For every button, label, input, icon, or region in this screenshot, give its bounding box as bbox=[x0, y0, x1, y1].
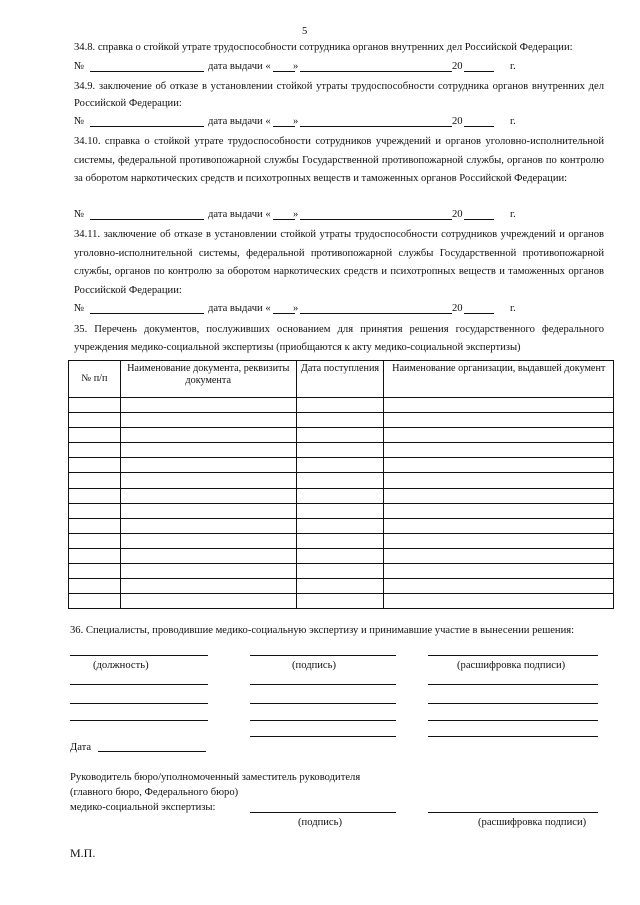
signature-field[interactable] bbox=[250, 720, 396, 721]
table-cell-number[interactable] bbox=[69, 503, 121, 518]
table-cell-date[interactable] bbox=[296, 473, 384, 488]
table-body bbox=[69, 398, 614, 609]
year-field[interactable] bbox=[464, 219, 494, 220]
table-cell-date[interactable] bbox=[296, 518, 384, 533]
number-label: № bbox=[74, 209, 85, 220]
table-row bbox=[69, 594, 614, 609]
table-cell-organization[interactable] bbox=[384, 518, 614, 533]
table-cell-document[interactable] bbox=[120, 473, 296, 488]
item-34-11-text: 34.11. заключение об отказе в установлении стойкой утраты трудоспособности сотрудников учреждений и органов уголовно-исполнительной системы, федеральной противопожарной службы Государственной противопожарной службы, органов по контролю за оборотом наркотических средств и психотропных веществ и таможенных органов Российской Федерации: bbox=[74, 229, 604, 296]
head-decoding-field[interactable] bbox=[428, 812, 598, 813]
table-cell-organization[interactable] bbox=[384, 579, 614, 594]
section-35-text: 35. Перечень документов, послуживших основанием для принятия решения государственного федерального учреждения медико-социальной экспертизы (приобщаются к акту медико-социальной экспертизы) bbox=[74, 324, 604, 353]
date-label: дата выдачи « bbox=[208, 61, 271, 72]
day-field[interactable] bbox=[273, 71, 295, 72]
table-cell-number[interactable] bbox=[69, 594, 121, 609]
item-34-10-text: 34.10. справка о стойкой утрате трудоспособности сотрудников учреждений и органов уголовно-исполнительной системы, федеральной противопожарной службы Государственной противопожарной службы, органов по контролю за оборотом наркотических средств и психотропных веществ и таможенных органов Российской Федерации: bbox=[74, 136, 604, 184]
year-prefix: 20 bbox=[452, 61, 463, 72]
table-cell-document[interactable] bbox=[120, 594, 296, 609]
table-row bbox=[69, 564, 614, 579]
page-number: 5 bbox=[302, 26, 308, 37]
year-prefix: 20 bbox=[452, 303, 463, 314]
table-cell-number[interactable] bbox=[69, 518, 121, 533]
date-label: дата выдачи « bbox=[208, 209, 271, 220]
table-cell-organization[interactable] bbox=[384, 503, 614, 518]
table-cell-date[interactable] bbox=[296, 458, 384, 473]
signature-field[interactable] bbox=[250, 703, 396, 704]
table-cell-organization[interactable] bbox=[384, 443, 614, 458]
number-label: № bbox=[74, 116, 85, 127]
section-36-text: 36. Специалисты, проводившие медико-социальную экспертизу и принимавшие участие в вынесении решения: bbox=[70, 625, 575, 636]
position-field[interactable] bbox=[70, 684, 208, 685]
table-cell-organization[interactable] bbox=[384, 533, 614, 548]
table-cell-document[interactable] bbox=[120, 518, 296, 533]
year-suffix: г. bbox=[510, 303, 516, 314]
month-field[interactable] bbox=[300, 71, 452, 72]
month-field[interactable] bbox=[300, 126, 452, 127]
day-field[interactable] bbox=[273, 219, 295, 220]
year-suffix: г. bbox=[510, 61, 516, 72]
table-cell-organization[interactable] bbox=[384, 564, 614, 579]
month-field[interactable] bbox=[300, 219, 452, 220]
head-title-line1: Руководитель бюро/уполномоченный заместитель руководителя bbox=[70, 772, 361, 783]
table-cell-date[interactable] bbox=[296, 488, 384, 503]
year-suffix: г. bbox=[510, 116, 516, 127]
table-cell-organization[interactable] bbox=[384, 458, 614, 473]
position-field[interactable] bbox=[70, 655, 208, 656]
date-label: дата выдачи « bbox=[208, 116, 271, 127]
date-mid: » bbox=[293, 209, 299, 220]
table-row bbox=[69, 443, 614, 458]
date-mid: » bbox=[293, 303, 299, 314]
table-cell-date[interactable] bbox=[296, 594, 384, 609]
table-row bbox=[69, 518, 614, 533]
date-field[interactable] bbox=[98, 751, 206, 752]
table-header-row bbox=[69, 361, 614, 398]
table-cell-organization[interactable] bbox=[384, 413, 614, 428]
position-field[interactable] bbox=[70, 720, 208, 721]
number-field[interactable] bbox=[90, 313, 204, 314]
table-cell-number[interactable] bbox=[69, 458, 121, 473]
caption-signature: (подпись) bbox=[298, 817, 342, 828]
table-row bbox=[69, 413, 614, 428]
table-cell-number[interactable] bbox=[69, 398, 121, 413]
column-header-number: № п/п bbox=[69, 361, 121, 398]
number-field[interactable] bbox=[90, 71, 204, 72]
table-cell-document[interactable] bbox=[120, 428, 296, 443]
table-cell-date[interactable] bbox=[296, 413, 384, 428]
table-cell-organization[interactable] bbox=[384, 488, 614, 503]
table-cell-organization[interactable] bbox=[384, 398, 614, 413]
table-row bbox=[69, 428, 614, 443]
table-cell-document[interactable] bbox=[120, 503, 296, 518]
year-prefix: 20 bbox=[452, 209, 463, 220]
head-title-line3: медико-социальной экспертизы: bbox=[70, 802, 216, 813]
table-cell-date[interactable] bbox=[296, 443, 384, 458]
column-header-organization: Наименование организации, выдавшей документ bbox=[384, 361, 614, 398]
table-cell-document[interactable] bbox=[120, 488, 296, 503]
month-field[interactable] bbox=[300, 313, 452, 314]
table-row bbox=[69, 579, 614, 594]
table-cell-document[interactable] bbox=[120, 564, 296, 579]
signature-field[interactable] bbox=[250, 655, 396, 656]
decoding-field[interactable] bbox=[428, 703, 598, 704]
number-label: № bbox=[74, 303, 85, 314]
table-cell-organization[interactable] bbox=[384, 473, 614, 488]
year-field[interactable] bbox=[464, 126, 494, 127]
year-suffix: г. bbox=[510, 209, 516, 220]
date-mid: » bbox=[293, 61, 299, 72]
table-cell-number[interactable] bbox=[69, 443, 121, 458]
table-cell-date[interactable] bbox=[296, 564, 384, 579]
year-prefix: 20 bbox=[452, 116, 463, 127]
table-row bbox=[69, 503, 614, 518]
table-row bbox=[69, 458, 614, 473]
table-cell-number[interactable] bbox=[69, 533, 121, 548]
table-cell-date[interactable] bbox=[296, 579, 384, 594]
table-cell-organization[interactable] bbox=[384, 548, 614, 563]
caption-position: (должность) bbox=[93, 660, 149, 671]
date-mid: » bbox=[293, 116, 299, 127]
number-field[interactable] bbox=[90, 126, 204, 127]
stamp-label: М.П. bbox=[70, 846, 96, 860]
date-label: дата выдачи « bbox=[208, 303, 271, 314]
decoding-field[interactable] bbox=[428, 684, 598, 685]
table-cell-number[interactable] bbox=[69, 579, 121, 594]
day-field[interactable] bbox=[273, 126, 295, 127]
date-label: Дата bbox=[70, 742, 92, 753]
table-cell-date[interactable] bbox=[296, 503, 384, 518]
table-cell-number[interactable] bbox=[69, 564, 121, 579]
column-header-document: Наименование документа, реквизиты документа bbox=[120, 361, 296, 398]
column-header-date: Дата поступления bbox=[296, 361, 384, 398]
table-cell-number[interactable] bbox=[69, 488, 121, 503]
item-34-8-text: 34.8. справка о стойкой утрате трудоспособности сотрудника органов внутренних дел Российской Федерации: bbox=[74, 42, 573, 53]
table-row bbox=[69, 533, 614, 548]
decoding-field[interactable] bbox=[428, 720, 598, 721]
year-field[interactable] bbox=[464, 313, 494, 314]
table-cell-number[interactable] bbox=[69, 428, 121, 443]
caption-decoding: (расшифровка подписи) bbox=[478, 817, 587, 828]
table-cell-document[interactable] bbox=[120, 443, 296, 458]
decoding-field[interactable] bbox=[428, 736, 598, 737]
documents-table bbox=[68, 360, 614, 609]
table-cell-document[interactable] bbox=[120, 398, 296, 413]
table-cell-organization[interactable] bbox=[384, 594, 614, 609]
table-cell-document[interactable] bbox=[120, 413, 296, 428]
table-row bbox=[69, 398, 614, 413]
signature-field[interactable] bbox=[250, 736, 396, 737]
caption-signature: (подпись) bbox=[292, 660, 336, 671]
table-cell-number[interactable] bbox=[69, 413, 121, 428]
table-row bbox=[69, 548, 614, 563]
signature-field[interactable] bbox=[250, 684, 396, 685]
caption-decoding: (расшифровка подписи) bbox=[457, 660, 566, 671]
head-title-line2: (главного бюро, Федерального бюро) bbox=[70, 787, 239, 798]
table-cell-organization[interactable] bbox=[384, 428, 614, 443]
table-cell-document[interactable] bbox=[120, 579, 296, 594]
table-cell-date[interactable] bbox=[296, 428, 384, 443]
table-cell-number[interactable] bbox=[69, 548, 121, 563]
position-field[interactable] bbox=[70, 703, 208, 704]
decoding-field[interactable] bbox=[428, 655, 598, 656]
table-cell-date[interactable] bbox=[296, 533, 384, 548]
head-signature-field[interactable] bbox=[250, 812, 396, 813]
table-cell-document[interactable] bbox=[120, 533, 296, 548]
table-cell-document[interactable] bbox=[120, 458, 296, 473]
table-cell-date[interactable] bbox=[296, 398, 384, 413]
table-cell-document[interactable] bbox=[120, 548, 296, 563]
table-cell-date[interactable] bbox=[296, 548, 384, 563]
item-34-9-text: 34.9. заключение об отказе в установлении стойкой утраты трудоспособности сотрудника органов внутренних дел Российской Федерации: bbox=[74, 81, 604, 109]
year-field[interactable] bbox=[464, 71, 494, 72]
table-cell-number[interactable] bbox=[69, 473, 121, 488]
number-field[interactable] bbox=[90, 219, 204, 220]
table-row bbox=[69, 473, 614, 488]
day-field[interactable] bbox=[273, 313, 295, 314]
number-label: № bbox=[74, 61, 85, 72]
table-row bbox=[69, 488, 614, 503]
